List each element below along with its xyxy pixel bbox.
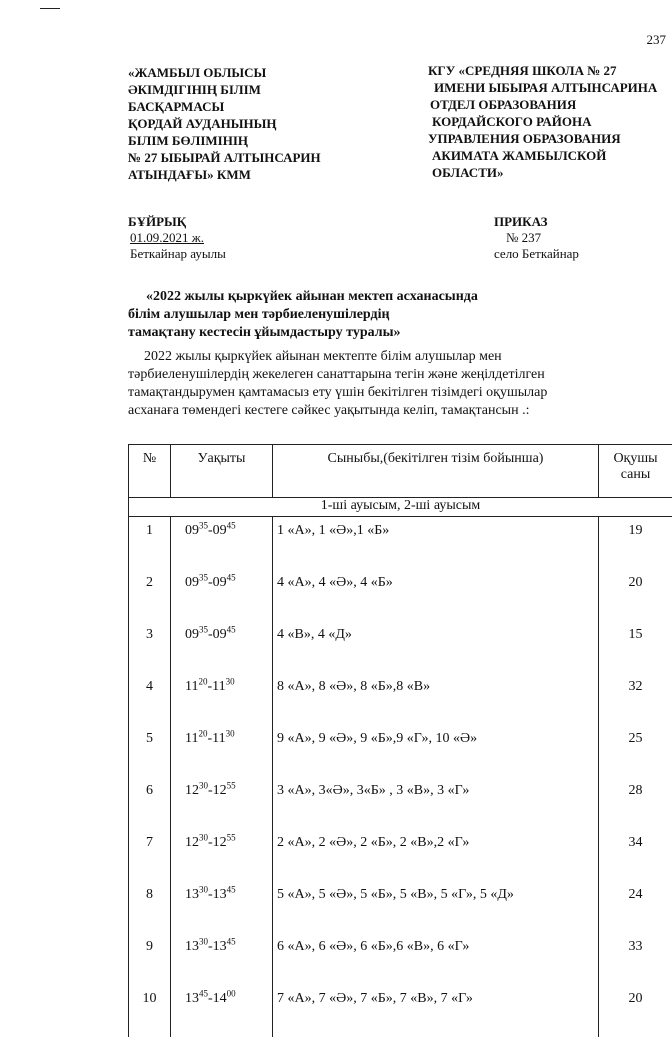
row-number: 3 xyxy=(129,621,171,673)
time-start-min: 30 xyxy=(199,780,208,790)
order-kz-title: БҰЙРЫҚ xyxy=(128,214,226,230)
time-end-min: 30 xyxy=(226,676,235,686)
time-start-hour: 13 xyxy=(185,939,199,954)
time-end-min: 45 xyxy=(227,572,236,582)
time-start-min: 30 xyxy=(199,832,208,842)
order-ru-title: ПРИКАЗ xyxy=(494,214,579,230)
time-start-hour: 11 xyxy=(185,731,198,746)
row-time xyxy=(171,933,273,985)
time-end-min: 45 xyxy=(227,520,236,530)
row-time xyxy=(171,777,273,829)
order-subject xyxy=(128,288,478,342)
time-end-hour: -09 xyxy=(208,627,227,642)
time-end-hour: -14 xyxy=(208,991,227,1006)
time-start-hour: 13 xyxy=(185,991,199,1006)
time-start-min: 35 xyxy=(199,520,208,530)
time-end-hour: -11 xyxy=(207,679,225,694)
time-start-hour: 12 xyxy=(185,783,199,798)
order-date: 01.09.2021 ж. xyxy=(130,230,204,245)
table-row xyxy=(129,933,672,985)
order-kz-place: Беткайнар ауылы xyxy=(130,246,226,262)
left-header-line: АТЫНДАҒЫ» КММ xyxy=(128,166,321,183)
time-end-hour: -12 xyxy=(208,783,227,798)
time-end-hour: -11 xyxy=(207,731,225,746)
row-time xyxy=(171,621,273,673)
row-time xyxy=(171,517,273,570)
header-classes: Сыныбы,(бекітілген тізім бойынша) xyxy=(273,445,599,498)
left-header-line: № 27 ЫБЫРАЙ АЛТЫНСАРИН xyxy=(128,149,321,166)
right-header-line: ИМЕНИ ЫБЫРАЯ АЛТЫНСАРИНА xyxy=(434,79,657,96)
right-header-line: КГУ «СРЕДНЯЯ ШКОЛА № 27 xyxy=(428,62,657,79)
row-count: 34 xyxy=(599,829,672,881)
row-count: 24 xyxy=(599,881,672,933)
row-number: 1 xyxy=(129,517,171,570)
subject-line: тамақтану кестесін ұйымдастыру туралы» xyxy=(128,324,478,342)
row-classes: 2 «А», 2 «Ә», 2 «Б», 2 «В»,2 «Г» xyxy=(273,829,599,881)
time-end-hour: -13 xyxy=(208,939,227,954)
time-end-hour: -09 xyxy=(208,575,227,590)
row-number: 5 xyxy=(129,725,171,777)
time-start-hour: 09 xyxy=(185,523,199,538)
time-end-hour: -13 xyxy=(208,887,227,902)
time-end-min: 00 xyxy=(227,988,236,998)
row-count: 33 xyxy=(599,933,672,985)
row-count: 20 xyxy=(599,985,672,1037)
right-header-line: ОТДЕЛ ОБРАЗОВАНИЯ xyxy=(430,96,657,113)
right-header-line: УПРАВЛЕНИЯ ОБРАЗОВАНИЯ xyxy=(428,130,657,147)
order-number: № 237 xyxy=(506,230,579,246)
table-row xyxy=(129,985,672,1037)
row-number: 9 xyxy=(129,933,171,985)
time-end-min: 55 xyxy=(227,832,236,842)
table-row xyxy=(129,569,672,621)
right-header xyxy=(428,62,657,181)
header-number: № xyxy=(129,445,171,498)
body-line: 2022 жылы қыркүйек айынан мектепте білім алушылар мен xyxy=(144,348,618,366)
order-body xyxy=(128,348,618,420)
time-start-min: 35 xyxy=(199,624,208,634)
row-number: 6 xyxy=(129,777,171,829)
subject-line: «2022 жылы қыркүйек айынан мектеп асханасында xyxy=(146,288,478,306)
meal-schedule-table xyxy=(128,444,672,1037)
time-start-hour: 12 xyxy=(185,835,199,850)
row-count: 32 xyxy=(599,673,672,725)
row-count: 19 xyxy=(599,517,672,570)
time-start-min: 30 xyxy=(199,884,208,894)
row-classes: 5 «А», 5 «Ә», 5 «Б», 5 «В», 5 «Г», 5 «Д» xyxy=(273,881,599,933)
right-header-line: ОБЛАСТИ» xyxy=(432,164,657,181)
right-header-line: КОРДАЙСКОГО РАЙОНА xyxy=(432,113,657,130)
time-end-min: 45 xyxy=(227,884,236,894)
row-count: 25 xyxy=(599,725,672,777)
time-end-min: 45 xyxy=(227,624,236,634)
order-ru-place: село Беткайнар xyxy=(494,246,579,262)
row-number: 4 xyxy=(129,673,171,725)
table-row xyxy=(129,517,672,570)
row-classes: 4 «А», 4 «Ә», 4 «Б» xyxy=(273,569,599,621)
row-classes: 1 «А», 1 «Ә»,1 «Б» xyxy=(273,517,599,570)
table-row xyxy=(129,777,672,829)
table-row xyxy=(129,881,672,933)
time-end-min: 30 xyxy=(226,728,235,738)
row-count: 15 xyxy=(599,621,672,673)
left-header-line: ӘКІМДІГІНІҢ БІЛІМ xyxy=(128,81,321,98)
left-header-line: БІЛІМ БӨЛІМІНІҢ xyxy=(128,132,321,149)
time-end-min: 45 xyxy=(227,936,236,946)
row-classes: 9 «А», 9 «Ә», 9 «Б»,9 «Г», 10 «Ә» xyxy=(273,725,599,777)
row-count: 28 xyxy=(599,777,672,829)
table-row xyxy=(129,725,672,777)
left-header xyxy=(128,64,321,183)
row-time xyxy=(171,725,273,777)
time-end-hour: -12 xyxy=(208,835,227,850)
row-number: 10 xyxy=(129,985,171,1037)
body-line: тәрбиеленушілердің жекелеген санаттарына тегін және жеңілдетілген xyxy=(128,366,618,384)
row-classes: 4 «В», 4 «Д» xyxy=(273,621,599,673)
row-classes: 3 «А», 3«Ә», 3«Б» , 3 «В», 3 «Г» xyxy=(273,777,599,829)
time-start-min: 45 xyxy=(199,988,208,998)
row-classes: 8 «А», 8 «Ә», 8 «Б»,8 «В» xyxy=(273,673,599,725)
time-start-min: 35 xyxy=(199,572,208,582)
body-line: тамақтандырумен қамтамасыз ету үшін бекітілген тізімдегі оқушылар xyxy=(128,384,618,402)
left-header-line: ҚОРДАЙ АУДАНЫНЫҢ xyxy=(128,115,321,132)
table-row xyxy=(129,673,672,725)
row-classes: 6 «А», 6 «Ә», 6 «Б»,6 «В», 6 «Г» xyxy=(273,933,599,985)
time-start-min: 30 xyxy=(199,936,208,946)
row-time xyxy=(171,673,273,725)
time-start-hour: 09 xyxy=(185,627,199,642)
row-count: 20 xyxy=(599,569,672,621)
time-start-hour: 13 xyxy=(185,887,199,902)
row-time xyxy=(171,569,273,621)
left-header-line: «ЖАМБЫЛ ОБЛЫСЫ xyxy=(128,64,321,81)
scan-mark xyxy=(40,8,60,9)
row-time xyxy=(171,985,273,1037)
row-number: 8 xyxy=(129,881,171,933)
order-ru-block xyxy=(494,214,579,262)
page-number: 237 xyxy=(647,32,667,48)
shift-label: 1-ші ауысым, 2-ші ауысым xyxy=(129,498,672,517)
time-start-hour: 11 xyxy=(185,679,198,694)
row-classes: 7 «А», 7 «Ә», 7 «Б», 7 «В», 7 «Г» xyxy=(273,985,599,1037)
time-end-min: 55 xyxy=(227,780,236,790)
row-time xyxy=(171,829,273,881)
time-end-hour: -09 xyxy=(208,523,227,538)
table-row xyxy=(129,621,672,673)
right-header-line: АКИМАТА ЖАМБЫЛСКОЙ xyxy=(432,147,657,164)
row-time xyxy=(171,881,273,933)
table-row xyxy=(129,829,672,881)
time-start-min: 20 xyxy=(198,728,207,738)
order-kz-block xyxy=(128,214,226,262)
body-line: асханаға төмендегі кестеге сәйкес уақытында келіп, тамақтансын .: xyxy=(128,402,618,420)
left-header-line: БАСҚАРМАСЫ xyxy=(128,98,321,115)
header-student-count: Оқушы саны xyxy=(599,445,672,498)
time-start-hour: 09 xyxy=(185,575,199,590)
subject-line: білім алушылар мен тәрбиеленушілердің xyxy=(128,306,478,324)
header-time: Уақыты xyxy=(171,445,273,498)
time-start-min: 20 xyxy=(198,676,207,686)
row-number: 2 xyxy=(129,569,171,621)
row-number: 7 xyxy=(129,829,171,881)
